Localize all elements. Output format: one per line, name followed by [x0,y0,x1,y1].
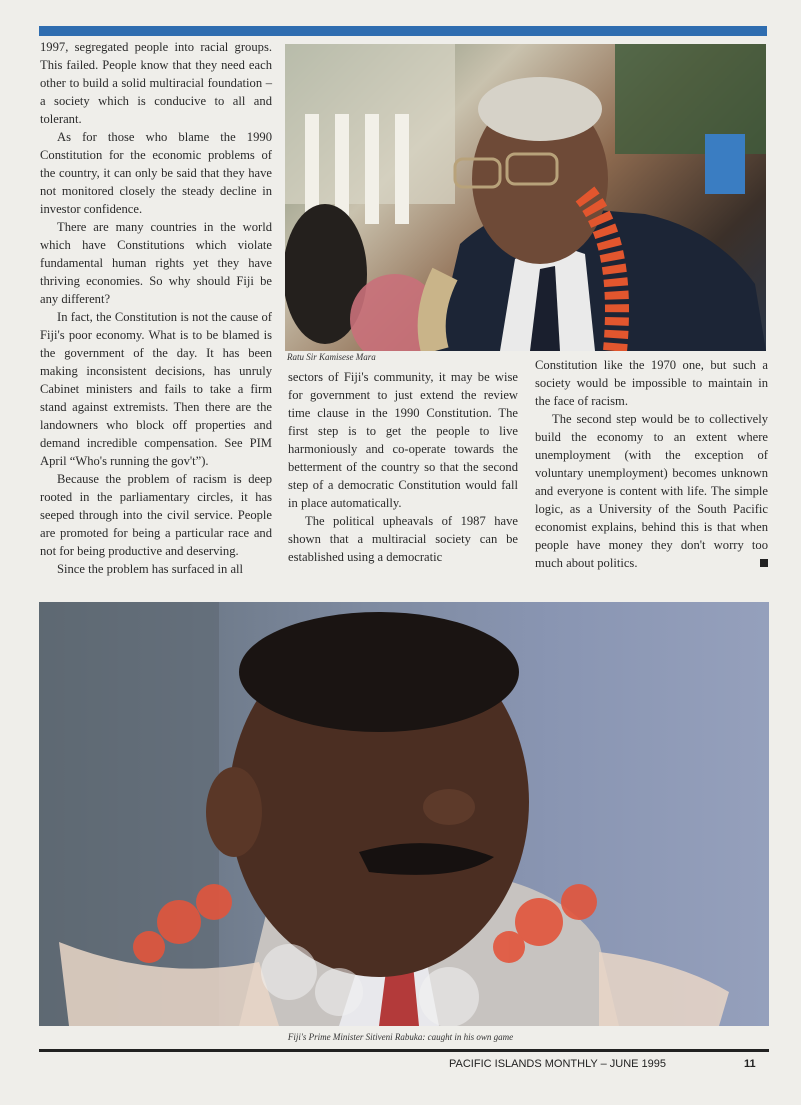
paragraph: Since the problem has surfaced in all [57,562,244,576]
top-accent-bar [39,26,767,36]
portrait-illustration [39,602,769,1026]
paragraph: Constitution like the 1970 one, but such a society would be impossible to maintain in the face of racism. [535,358,768,408]
paragraph: The political upheavals of 1987 have shown that a multiracial society can be established using a democratic [288,514,518,564]
footer-rule [39,1049,769,1052]
photo-rabuka [39,602,769,1026]
paragraph: sectors of Fiji's community, it may be wise for government to just extend the review time clause in the 1990 Constitution. The first step is to get the people to live harmoniously and co-operate towards the betterment of the country so that the second step of a democratic Constitution would fall in place automatically. [288,370,518,510]
article-column-2 [288,368,518,566]
photo-ratu-mara [285,44,766,351]
paragraph: As for those who blame the 1990 Constitution for the economic problems of the country, it can only be said that they have not monitored closely the steady decline in investor confidence. [40,130,272,216]
paragraph: 1997, segregated people into racial groups. This failed. People know that they need each other to build a solid multiracial foundation – a society which is conducive to all and tolerant. [40,40,272,126]
photo-caption-mara: Ratu Sir Kamisese Mara [287,352,376,362]
paragraph-text: The second step would be to collectively build the economy to an extent where unemployment (with the exception of voluntary unemployment) becomes unknown and everyone is content with life. The simple logic, as a University of the South Pacific economist explains, behind this is that when people have money they don't worry too much about politics. [535,412,768,570]
paragraph: In fact, the Constitution is not the cause of Fiji's poor economy. What is to be blamed is the government of the day. It has been making inconsistent decisions, has unruly Cabinet ministers and fails to take a firm stand against extremists. Then there are the landowners who block off properties and demand incredible compensation. See PIM April “Who's running the gov't”). [40,310,272,468]
page-number: 11 [744,1058,756,1070]
paragraph: There are many countries in the world which have Constitutions which violate fundamental human rights yet they have thriving economies. So why should Fiji be any different? [40,220,272,306]
photo-caption-rabuka: Fiji's Prime Minister Sitiveni Rabuka: caught in his own game [287,1032,514,1042]
paragraph [535,410,768,572]
portrait-illustration [285,44,766,351]
end-of-article-mark [760,559,768,567]
article-column-3 [535,356,768,572]
article-column-1 [40,38,272,578]
publication-footer: PACIFIC ISLANDS MONTHLY – JUNE 1995 [449,1058,667,1070]
paragraph: Because the problem of racism is deep rooted in the parliamentary circles, it has seeped through into the civil service. People are promoted for being a particular race and not for being productive and deserving. [40,472,272,558]
